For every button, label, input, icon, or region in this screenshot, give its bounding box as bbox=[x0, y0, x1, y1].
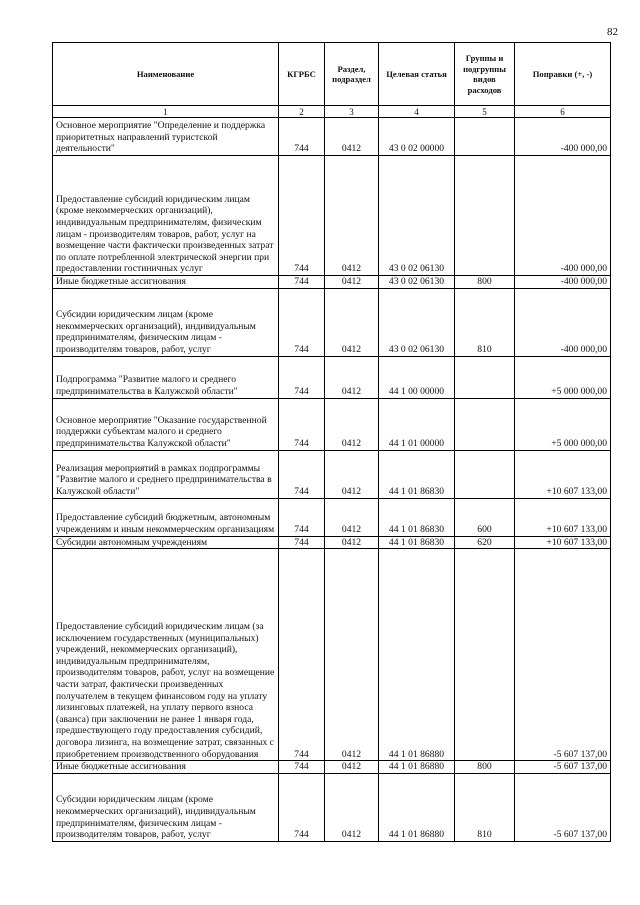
column-number: 2 bbox=[279, 106, 325, 118]
row-section: 0412 bbox=[325, 398, 379, 450]
row-group bbox=[455, 156, 515, 276]
row-amount: -5 607 137,00 bbox=[515, 773, 611, 841]
row-name: Субсидии автономным учреждениям bbox=[53, 536, 279, 549]
row-group: 600 bbox=[455, 498, 515, 536]
row-target: 44 1 01 86830 bbox=[379, 536, 455, 549]
table-row bbox=[53, 356, 611, 398]
column-number: 6 bbox=[515, 106, 611, 118]
row-name: Основное мероприятие "Оказание государственной поддержки субъектам малого и среднего предпринимательства Калужской области" bbox=[53, 398, 279, 450]
row-target: 43 0 02 06130 bbox=[379, 288, 455, 356]
table-row bbox=[53, 450, 611, 498]
row-kgrbs: 744 bbox=[279, 356, 325, 398]
budget-table bbox=[52, 42, 611, 842]
row-group: 620 bbox=[455, 536, 515, 549]
row-target: 44 1 01 86880 bbox=[379, 773, 455, 841]
header-name: Наименование bbox=[53, 43, 279, 106]
row-name: Иные бюджетные ассигнования bbox=[53, 761, 279, 774]
table-row bbox=[53, 288, 611, 356]
row-group: 810 bbox=[455, 288, 515, 356]
row-kgrbs: 744 bbox=[279, 118, 325, 156]
row-kgrbs: 744 bbox=[279, 761, 325, 774]
row-name: Субсидии юридическим лицам (кроме некоммерческих организаций), индивидуальным предпринимателям, физическим лицам - производителям товаров, работ, услуг bbox=[53, 773, 279, 841]
header-section: Раздел, подраздел bbox=[325, 43, 379, 106]
header-kgrbs: КГРБС bbox=[279, 43, 325, 106]
row-section: 0412 bbox=[325, 773, 379, 841]
row-amount: +10 607 133,00 bbox=[515, 450, 611, 498]
row-target: 44 1 01 86880 bbox=[379, 549, 455, 761]
row-kgrbs: 744 bbox=[279, 276, 325, 289]
row-group bbox=[455, 118, 515, 156]
row-name: Субсидии юридическим лицам (кроме некоммерческих организаций), индивидуальным предпринимателям, физическим лицам - производителям товаров, работ, услуг bbox=[53, 288, 279, 356]
row-target: 44 1 01 86830 bbox=[379, 498, 455, 536]
row-target: 43 0 02 06130 bbox=[379, 276, 455, 289]
table-row bbox=[53, 398, 611, 450]
row-section: 0412 bbox=[325, 498, 379, 536]
row-amount: -400 000,00 bbox=[515, 156, 611, 276]
row-group bbox=[455, 549, 515, 761]
row-amount: -400 000,00 bbox=[515, 288, 611, 356]
row-section: 0412 bbox=[325, 536, 379, 549]
page-number: 82 bbox=[607, 26, 618, 38]
row-section: 0412 bbox=[325, 356, 379, 398]
row-group bbox=[455, 356, 515, 398]
row-amount: -400 000,00 bbox=[515, 118, 611, 156]
column-number: 1 bbox=[53, 106, 279, 118]
row-amount: -400 000,00 bbox=[515, 276, 611, 289]
row-amount: -5 607 137,00 bbox=[515, 761, 611, 774]
column-number: 4 bbox=[379, 106, 455, 118]
table-row bbox=[53, 276, 611, 289]
row-target: 43 0 02 00000 bbox=[379, 118, 455, 156]
row-kgrbs: 744 bbox=[279, 773, 325, 841]
table-row bbox=[53, 536, 611, 549]
row-kgrbs: 744 bbox=[279, 398, 325, 450]
row-kgrbs: 744 bbox=[279, 288, 325, 356]
row-kgrbs: 744 bbox=[279, 536, 325, 549]
row-group: 810 bbox=[455, 773, 515, 841]
table-row bbox=[53, 773, 611, 841]
row-name: Подпрограмма "Развитие малого и среднего предпринимательства в Калужской области" bbox=[53, 356, 279, 398]
row-target: 44 1 01 00000 bbox=[379, 398, 455, 450]
row-section: 0412 bbox=[325, 276, 379, 289]
row-section: 0412 bbox=[325, 118, 379, 156]
row-section: 0412 bbox=[325, 288, 379, 356]
row-group bbox=[455, 398, 515, 450]
row-name: Иные бюджетные ассигнования bbox=[53, 276, 279, 289]
row-kgrbs: 744 bbox=[279, 450, 325, 498]
row-name: Предоставление субсидий юридическим лицам (за исключением государственных (муниципальных) учреждений, некоммерческих организаций), индивидуальным предпринимателям, производителям товаров, работ, услуг на возмещение части затрат, фактически произведенных получателем в текущем финансовом году на уплату лизинговых платежей, на уплату первого взноса (аванса) при заключении не ранее 1 января года, предшествующего году предоставления субсидий, договора лизинга, на возмещение затрат, связанных с приобретением производственного оборудования bbox=[53, 549, 279, 761]
row-target: 44 1 00 00000 bbox=[379, 356, 455, 398]
row-amount: +10 607 133,00 bbox=[515, 536, 611, 549]
column-number-row bbox=[53, 106, 611, 118]
table-row bbox=[53, 156, 611, 276]
row-section: 0412 bbox=[325, 761, 379, 774]
row-amount: +5 000 000,00 bbox=[515, 398, 611, 450]
row-section: 0412 bbox=[325, 549, 379, 761]
row-name: Предоставление субсидий бюджетным, автономным учреждениям и иным некоммерческим организациям bbox=[53, 498, 279, 536]
table-row bbox=[53, 761, 611, 774]
row-group: 800 bbox=[455, 761, 515, 774]
row-target: 43 0 02 06130 bbox=[379, 156, 455, 276]
row-kgrbs: 744 bbox=[279, 549, 325, 761]
column-number: 3 bbox=[325, 106, 379, 118]
header-target: Целевая статья bbox=[379, 43, 455, 106]
row-kgrbs: 744 bbox=[279, 156, 325, 276]
row-target: 44 1 01 86830 bbox=[379, 450, 455, 498]
table-row bbox=[53, 549, 611, 761]
row-group bbox=[455, 450, 515, 498]
row-amount: +10 607 133,00 bbox=[515, 498, 611, 536]
column-number: 5 bbox=[455, 106, 515, 118]
row-section: 0412 bbox=[325, 450, 379, 498]
row-name: Основное мероприятие "Определение и поддержка приоритетных направлений туристской деятельности" bbox=[53, 118, 279, 156]
row-target: 44 1 01 86880 bbox=[379, 761, 455, 774]
row-name: Реализация мероприятий в рамках подпрограммы "Развитие малого и среднего предпринимательства в Калужской области" bbox=[53, 450, 279, 498]
row-name: Предоставление субсидий юридическим лицам (кроме некоммерческих организаций), индивидуальным предпринимателям, физическим лицам - производителям товаров, работ, услуг на возмещение части фактически произведенных затрат по оплате потребленной электрической энергии при предоставлении гостиничных услуг bbox=[53, 156, 279, 276]
row-section: 0412 bbox=[325, 156, 379, 276]
row-kgrbs: 744 bbox=[279, 498, 325, 536]
header-amendment: Поправки (+, -) bbox=[515, 43, 611, 106]
row-group: 800 bbox=[455, 276, 515, 289]
row-amount: +5 000 000,00 bbox=[515, 356, 611, 398]
header-groups: Группы и подгруппы видов расходов bbox=[455, 43, 515, 106]
table-row bbox=[53, 498, 611, 536]
header-row bbox=[53, 43, 611, 106]
table-row bbox=[53, 118, 611, 156]
row-amount: -5 607 137,00 bbox=[515, 549, 611, 761]
